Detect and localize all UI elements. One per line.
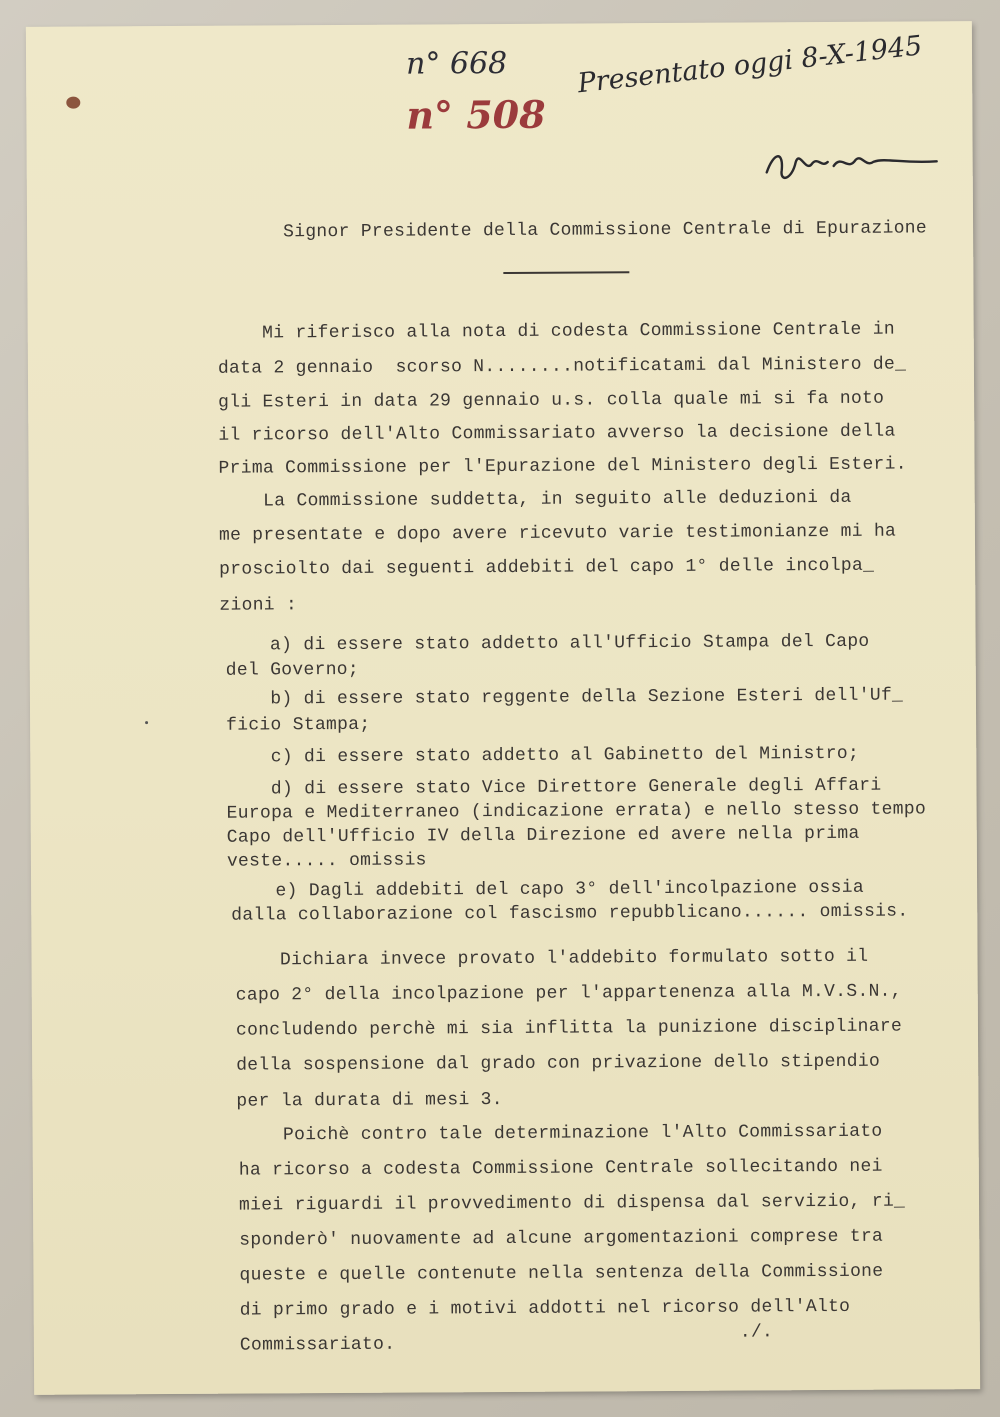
body-line-31: di primo grado e i motivi addotti nel ricorso dell'Alto — [239, 1296, 851, 1321]
item-a-line-2: del Governo; — [225, 659, 360, 681]
body-line-2: data 2 gennaio scorso N........notificatami dal Ministero de_ — [217, 354, 907, 379]
item-b-line-2: ficio Stampa; — [226, 714, 371, 736]
body-line-24: della sospensione dal grado con privazione dello stipendio — [236, 1051, 881, 1076]
item-d-line-3: Capo dell'Ufficio IV della Direzione ed avere nella prima — [226, 823, 860, 848]
body-line-23: concludendo perchè mi sia inflitta la punizione disciplinare — [235, 1016, 903, 1041]
rust-stain — [66, 97, 80, 109]
protocol-number-red: n° 508 — [406, 91, 546, 138]
body-line-21: Dichiara invece provato l'addebito formulato sotto il — [235, 946, 869, 971]
separator-rule — [503, 271, 629, 274]
handwritten-signature — [761, 131, 941, 192]
item-e-line-1: e) Dagli addebiti del capo 3° dell'incolpazione ossia — [231, 877, 864, 902]
body-line-27: ha ricorso a codesta Commissione Centrale sollecitando nei — [238, 1156, 883, 1181]
item-d-line-1: d) di essere stato Vice Direttore Generale degli Affari — [226, 775, 882, 800]
salutation-line: Signor Presidente della Commissione Centrale di Epurazione — [283, 218, 928, 243]
body-line-26: Poichè contro tale determinazione l'Alto Commissariato — [238, 1121, 883, 1146]
body-line-1: Mi riferisco alla nota di codesta Commissione Centrale in — [217, 319, 895, 344]
paper-speck — [145, 721, 148, 724]
body-line-6: La Commissione suddetta, in seguito alle deduzioni da — [218, 487, 852, 512]
document-sheet — [26, 21, 980, 1395]
body-line-28: miei riguardi il provvedimento di dispensa dal servizio, ri_ — [238, 1191, 906, 1216]
body-line-9: zioni : — [219, 595, 298, 616]
body-line-8: prosciolto dai seguenti addebiti del capo 1° delle incolpa_ — [219, 555, 875, 580]
item-d-line-4: veste..... omissis — [226, 850, 427, 872]
item-e-line-2: dalla collaborazione col fascismo repubblicano...... omissis. — [231, 901, 909, 926]
body-line-25: per la durata di mesi 3. — [236, 1090, 503, 1112]
item-a-line-1: a) di essere stato addetto all'Ufficio Stampa del Capo — [225, 631, 870, 656]
body-line-22: capo 2° della incolpazione per l'appartenenza alla M.V.S.N., — [235, 981, 902, 1006]
body-line-4: il ricorso dell'Alto Commissariato avverso la decisione della — [218, 421, 896, 446]
continuation-mark: ./. — [739, 1322, 774, 1343]
item-d-line-2: Europa e Mediterraneo (indicazione errata) e nello stesso tempo — [226, 799, 927, 824]
body-line-3: gli Esteri in data 29 gennaio u.s. colla quale mi si fa noto — [218, 388, 885, 413]
body-line-5: Prima Commissione per l'Epurazione del Ministero degli Esteri. — [218, 454, 907, 479]
item-b-line-1: b) di essere stato reggente della Sezione Esteri dell'Uf_ — [225, 685, 904, 710]
body-line-32: Commissariato. — [239, 1334, 396, 1356]
presentation-note: Presentato oggi 8-X-1945 — [576, 30, 924, 100]
body-line-7: me presentate e dopo avere ricevuto varie testimonianze mi ha — [218, 521, 897, 546]
item-c-line-1: c) di essere stato addetto al Gabinetto del Ministro; — [226, 743, 860, 768]
body-line-29: sponderò' nuovamente ad alcune argomentazioni comprese tra — [239, 1226, 884, 1251]
body-line-30: queste e quelle contenute nella sentenza della Commissione — [239, 1261, 884, 1286]
protocol-number-top: n° 668 — [405, 45, 508, 82]
